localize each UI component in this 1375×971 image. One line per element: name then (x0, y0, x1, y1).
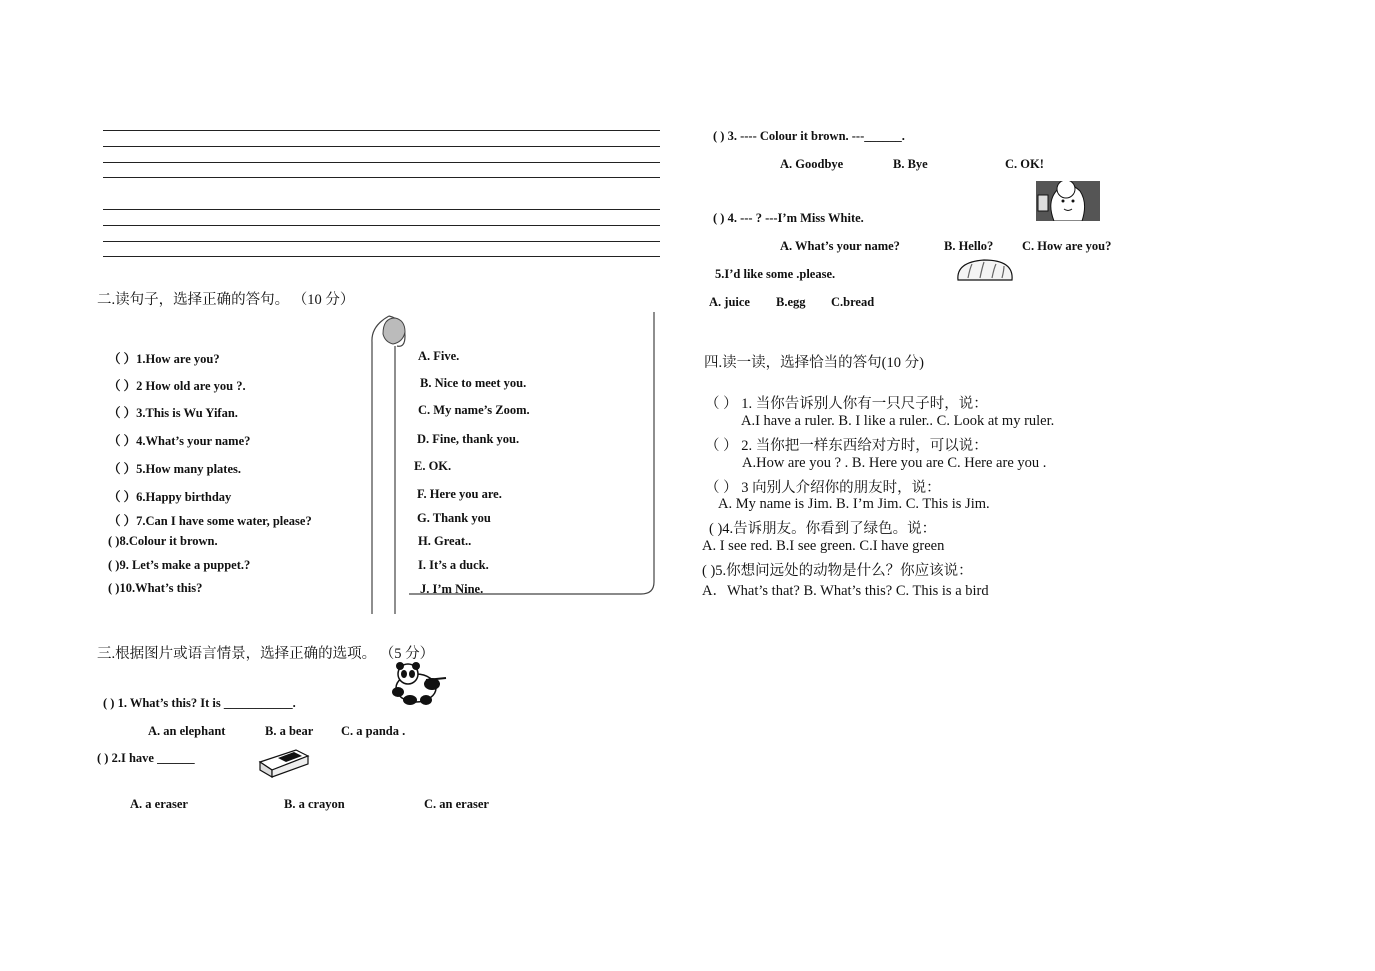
right-q3-option: C. OK! (1005, 157, 1044, 171)
right-q5-option: C.bread (831, 295, 875, 309)
question-row (108, 376, 246, 394)
right-q4-option: C. How are you? (1022, 239, 1112, 253)
right-q3-option: A. Goodbye (780, 157, 844, 171)
right-q3 (713, 129, 905, 144)
question-row (108, 403, 238, 421)
answer-paren[interactable]: （ ） (108, 514, 137, 528)
answer-option: J. I’m Nine. (420, 582, 484, 596)
question-row (108, 349, 220, 367)
answer-option: B. Nice to meet you. (420, 376, 527, 390)
section2-title: 二.读句子，选择正确的答句。 （10 分） (97, 292, 355, 308)
miss-white-picture (1036, 181, 1100, 221)
section3-q2-option: A. a eraser (130, 797, 188, 811)
right-q5-option: A. juice (709, 295, 750, 309)
answer-option: G. Thank you (417, 511, 491, 525)
answer-paren[interactable]: ( ) (108, 534, 120, 548)
writing-line (103, 256, 660, 257)
section4-options: A.How are you ? . B. Here you are C. Here are you . (742, 455, 1047, 471)
answer-paren[interactable]: （ ） (108, 406, 137, 420)
answer-option: E. OK. (414, 459, 452, 473)
answer-paren[interactable]: （ ） (108, 434, 137, 448)
question-text: 3. ---- Colour it brown. ---______. (727, 129, 905, 143)
answer-option: I. It’s a duck. (418, 558, 489, 572)
section3-q2 (97, 751, 195, 766)
section3-q1 (103, 696, 296, 711)
answer-paren[interactable]: ( ) (103, 696, 115, 710)
question-row (108, 511, 312, 529)
section3-q1-option: C. a panda . (341, 724, 406, 738)
right-q4 (713, 211, 864, 226)
answer-option: A. Five. (418, 349, 460, 363)
question-row (108, 459, 241, 477)
question-row (108, 581, 202, 596)
section4-question: （ ） 3 向别人介绍你的朋友时，说： (705, 480, 941, 496)
section4-question: ( )5.你想问远处的动物是什么？你应该说： (702, 563, 973, 579)
answer-option: C. My name’s Zoom. (418, 403, 530, 417)
question-text: 2 How old are you ?. (136, 379, 246, 393)
answer-paren[interactable]: ( ) (97, 751, 109, 765)
scroll-frame-decoration (369, 312, 656, 614)
section4-options: A. My name is Jim. B. I’m Jim. C. This is Jim. (718, 496, 990, 512)
section4-options: A．What’s that? B. What’s this? C. This is a bird (702, 583, 989, 599)
answer-paren[interactable]: ( ) (713, 211, 725, 225)
question-text: 6.Happy birthday (136, 490, 232, 504)
writing-line (103, 209, 660, 210)
right-q5: 5.I’d like some .please. (715, 267, 836, 281)
question-text: 7.Can I have some water, please? (136, 514, 312, 528)
writing-line (103, 225, 660, 226)
question-text: 4. --- ? ---I’m Miss White. (727, 211, 864, 225)
answer-paren[interactable]: ( ) (108, 581, 120, 595)
right-q4-option: A. What’s your name? (780, 239, 900, 253)
eraser-picture (256, 744, 312, 778)
writing-line (103, 241, 660, 242)
answer-paren[interactable]: （ ） (108, 462, 137, 476)
answer-option: H. Great.. (418, 534, 472, 548)
section4-question: ( )4.告诉朋友。你看到了绿色。说： (709, 521, 937, 537)
question-text: 1. What’s this? It is ___________. (117, 696, 296, 710)
section3-q1-option: A. an elephant (148, 724, 226, 738)
writing-line (103, 130, 660, 131)
answer-paren[interactable]: （ ） (108, 379, 137, 393)
section3-q2-option: B. a crayon (284, 797, 345, 811)
writing-line (103, 162, 660, 163)
section4-title: 四.读一读，选择恰当的答句(10 分) (704, 355, 924, 371)
answer-paren[interactable]: ( ) (108, 558, 120, 572)
question-text: 2.I have ______ (111, 751, 195, 765)
answer-paren[interactable]: ( ) (713, 129, 725, 143)
panda-picture (386, 662, 448, 706)
section3-title: 三.根据图片或语言情景，选择正确的选项。 （5 分） (97, 646, 435, 662)
section3-q1-option: B. a bear (265, 724, 314, 738)
question-text: 9. Let’s make a puppet.? (119, 558, 251, 572)
question-row (108, 487, 231, 505)
section3-q2-option: C. an eraser (424, 797, 489, 811)
answer-paren[interactable]: （ ） (108, 490, 137, 504)
question-text: 1.How are you? (136, 352, 220, 366)
question-row (108, 558, 250, 573)
question-text: 4.What’s your name? (136, 434, 251, 448)
section4-question: （ ） 1. 当你告诉别人你有一只尺子时，说： (705, 396, 988, 412)
section4-question: （ ） 2. 当你把一样东西给对方时，可以说： (705, 438, 988, 454)
question-row (108, 534, 218, 549)
right-q3-option: B. Bye (893, 157, 928, 171)
question-row (108, 431, 250, 449)
question-text: 5.How many plates. (136, 462, 242, 476)
question-text: 3.This is Wu Yifan. (136, 406, 238, 420)
bread-picture (954, 256, 1016, 284)
question-text: 10.What’s this? (119, 581, 203, 595)
answer-option: F. Here you are. (417, 487, 502, 501)
writing-line (103, 177, 660, 178)
answer-paren[interactable]: （ ） (108, 352, 137, 366)
section4-options: A. I see red. B.I see green. C.I have green (702, 538, 945, 554)
writing-line (103, 146, 660, 147)
section4-options: A.I have a ruler. B. I like a ruler.. C. Look at my ruler. (741, 413, 1055, 429)
question-text: 8.Colour it brown. (119, 534, 218, 548)
right-q4-option: B. Hello? (944, 239, 994, 253)
answer-option: D. Fine, thank you. (417, 432, 520, 446)
right-q5-option: B.egg (776, 295, 806, 309)
